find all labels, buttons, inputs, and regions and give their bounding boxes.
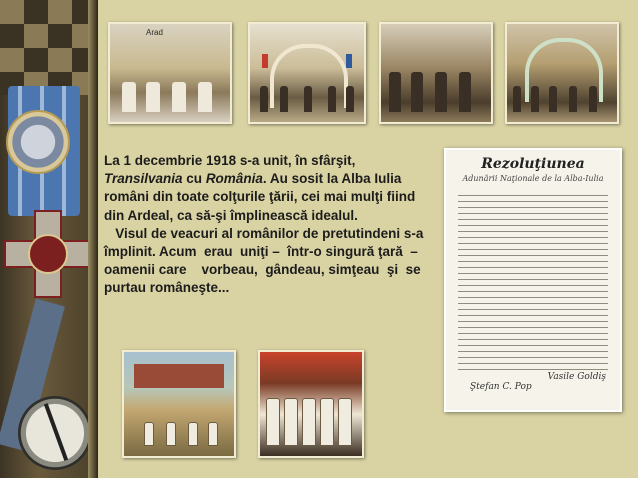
paragraph-unification [104, 152, 434, 225]
text-segment: cu [182, 171, 206, 187]
photo-crowd-arch [505, 22, 619, 124]
photo-label: Arad [146, 28, 163, 37]
document-signature-right: Vasile Goldiş [547, 372, 606, 382]
document-subtitle: Adunării Naţionale de la Alba-Iulia [462, 174, 604, 183]
decorative-strip [0, 0, 96, 478]
text-romania: România [205, 171, 263, 187]
resolution-document [444, 148, 622, 412]
document-title: Rezoluţiunea [481, 156, 585, 172]
text-transilvania: Transilvania [104, 171, 183, 187]
order-cross-icon [4, 210, 88, 294]
photo-dancers [122, 350, 236, 458]
paragraph-dream: Visul de veacuri al românilor de pretutindeni s-a împlinit. Acum erau uniţi – într-o singură ţară –oamenii care vorbeau, gândeau, simţeau şi se purtau româneşte... [104, 225, 428, 296]
chessboard-image [0, 0, 96, 95]
photo-horsemen-arad [108, 22, 232, 124]
document-body [458, 192, 608, 372]
document-signature-left: Ştefan C. Pop [470, 382, 532, 392]
photo-triumphal-gate [248, 22, 366, 124]
text-segment: La 1 decembrie 1918 s-a unit, în sfârşit, [104, 153, 356, 168]
main-text [104, 152, 434, 298]
strip-edge [88, 0, 98, 478]
photo-peasants-group [258, 350, 364, 458]
text-segment: . Au sosit la Alba Iulia români din toate colţurile ţării, cei mai mulţi fiind din Ardeal, ca să-şi împlinească idealul. [104, 171, 416, 223]
medal-icon [6, 110, 70, 174]
photo-cavalry [379, 22, 493, 124]
